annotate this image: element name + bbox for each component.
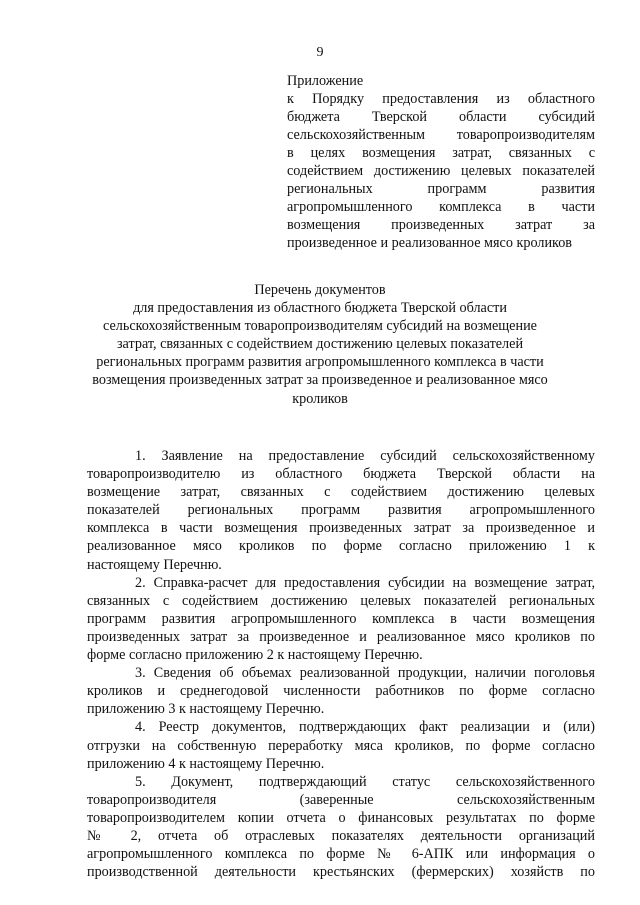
heading-line: затрат, связанных с содействием достижению целевых показателей (116, 336, 524, 353)
list-item-2 (87, 574, 595, 664)
text-line: форме согласно приложению 2 к настоящему Перечню. (87, 647, 423, 664)
text-line: программ развития агропромышленного комплекса в части возмещения (87, 610, 595, 627)
document-heading (88, 281, 552, 408)
appendix-line: произведенное и реализованное мясо кроликов (287, 235, 573, 252)
appendix-line: бюджета Тверской области субсидий (287, 109, 595, 126)
appendix-title: Приложение (287, 73, 364, 89)
text-line: № 2, отчета об отраслевых показателях деятельности организаций (87, 827, 595, 844)
text-line: товаропроизводителя (заверенные сельскохозяйственным (87, 791, 595, 808)
list-item-4 (87, 718, 595, 772)
appendix-line: содействием достижению целевых показателей (287, 163, 595, 180)
appendix-line: агропромышленного комплекса в части (287, 199, 595, 216)
text-line: связанных с содействием достижению целевых показателей региональных (87, 592, 595, 609)
text-line: возмещение затрат, связанных с содействием достижению целевых (87, 484, 595, 501)
list-item-5 (87, 773, 595, 882)
heading-line: сельскохозяйственным товаропроизводителям субсидий на возмещение (103, 318, 537, 335)
text-line: агропромышленного комплекса по форме № 6-АПК или информация о (87, 846, 595, 863)
text-line: 5. Документ, подтверждающий статус сельскохозяйственного (135, 773, 595, 790)
text-line: 3. Сведения об объемах реализованной продукции, наличии поголовья (135, 665, 595, 682)
text-line: отгрузки на собственную переработку мяса кроликов, по форме согласно (87, 737, 595, 754)
appendix-block (287, 72, 595, 252)
text-line: производственной деятельности крестьянских (фермерских) хозяйств по (87, 864, 595, 881)
text-line: произведенных затрат за произведенное и реализованное мясо кроликов по (87, 628, 595, 645)
page-number: 9 (316, 45, 324, 60)
heading-line: кроликов (292, 390, 348, 407)
text-line: приложению 3 к настоящему Перечню. (87, 701, 325, 718)
appendix-line: возмещения произведенных затрат за (287, 217, 595, 234)
text-line: реализованное мясо кроликов по форме согласно приложению 1 к (87, 538, 595, 555)
text-line: показателей региональных программ развития агропромышленного (87, 502, 595, 519)
appendix-line: региональных программ развития (287, 181, 595, 198)
text-line: товаропроизводителем копии отчета о финансовых результатах по форме (87, 809, 595, 826)
appendix-line: в целях возмещения затрат, связанных с (287, 145, 595, 162)
text-line: приложению 4 к настоящему Перечню. (87, 755, 325, 772)
text-line: 1. Заявление на предоставление субсидий сельскохозяйственному (135, 448, 595, 464)
heading-line: для предоставления из областного бюджета Тверской области (133, 300, 507, 317)
appendix-line: сельскохозяйственным товаропроизводителям (287, 127, 595, 144)
text-line: кроликов и среднегодовой численности работников по форме согласно (87, 683, 595, 700)
appendix-line: к Порядку предоставления из областного (287, 91, 595, 108)
document-list (87, 447, 595, 881)
text-line: 4. Реестр документов, подтверждающих факт реализации и (или) (135, 719, 595, 736)
text-line: товаропроизводителю из областного бюджета Тверской области на (87, 466, 595, 483)
heading-line: региональных программ развития агропромышленного комплекса в части (96, 354, 544, 371)
list-item-1 (87, 447, 595, 574)
text-line: 2. Справка-расчет для предоставления субсидии на возмещение затрат, (135, 574, 595, 591)
text-line: настоящему Перечню. (87, 556, 222, 573)
heading-line: возмещения произведенных затрат за произведенное и реализованное мясо (92, 372, 548, 389)
text-line: комплекса в части возмещения произведенных затрат за произведенное и (87, 520, 595, 537)
heading-title: Перечень документов (254, 282, 386, 298)
list-item-3 (87, 664, 595, 718)
